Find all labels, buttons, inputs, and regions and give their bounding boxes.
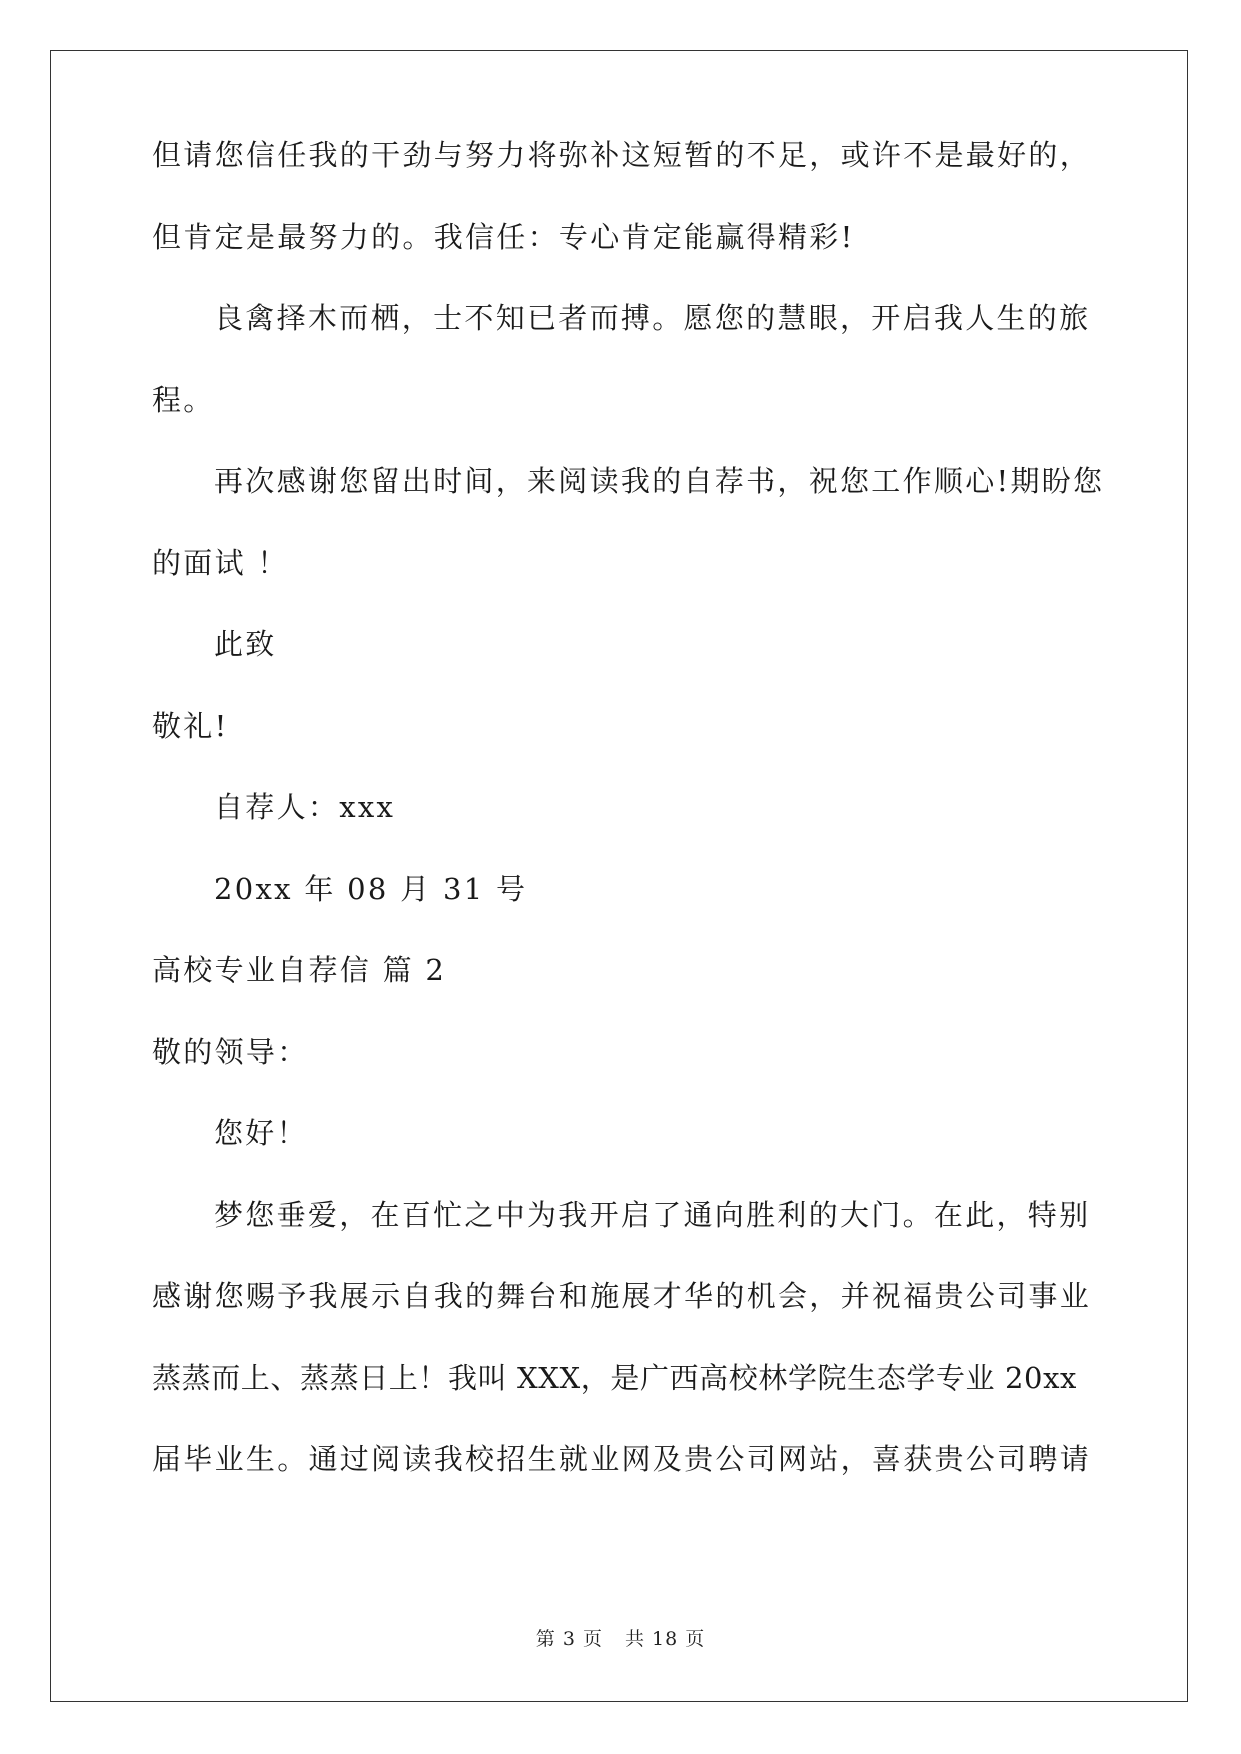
body-line: 蒸蒸而上、蒸蒸日上！我叫 XXX，是广西高校林学院生态学专业 20xx	[152, 1360, 1077, 1395]
body-line: 但请您信任我的干劲与努力将弥补这短暂的不足，或许不是最好的，	[152, 138, 1092, 172]
page-footer	[0, 1624, 1241, 1651]
page-total: 共 18 页	[624, 1628, 706, 1650]
body-line: 再次感谢您留出时间，来阅读我的自荐书，祝您工作顺心!期盼您	[214, 464, 1105, 498]
greeting-line: 您好！	[214, 1116, 308, 1150]
closing-regards: 敬礼!	[152, 708, 229, 743]
body-line: 感谢您赐予我展示自我的舞台和施展才华的机会，并祝福贵公司事业	[152, 1279, 1092, 1313]
body-line: 程。	[152, 382, 215, 417]
body-line: 梦您垂爱，在百忙之中为我开启了通向胜利的大门。在此，特别	[214, 1197, 1091, 1232]
document-body	[152, 138, 1105, 1501]
body-line: 的面试 ！	[152, 545, 289, 580]
body-line: 但肯定是最努力的。我信任：专心肯定能赢得精彩!	[152, 219, 855, 254]
closing-salutation: 此致	[214, 627, 277, 661]
body-line: 届毕业生。通过阅读我校招生就业网及贵公司网站，喜获贵公司聘请	[152, 1442, 1092, 1476]
signature-line: 自荐人：xxx	[214, 790, 396, 824]
date-line: 20xx 年 08 月 31 号	[214, 871, 528, 906]
section-heading: 高校专业自荐信 篇 2	[152, 953, 447, 987]
page-number: 第 3 页	[535, 1628, 603, 1650]
greeting-line: 敬的领导：	[152, 1034, 309, 1069]
body-line: 良禽择木而栖，士不知已者而搏。愿您的慧眼，开启我人生的旅	[214, 301, 1091, 335]
